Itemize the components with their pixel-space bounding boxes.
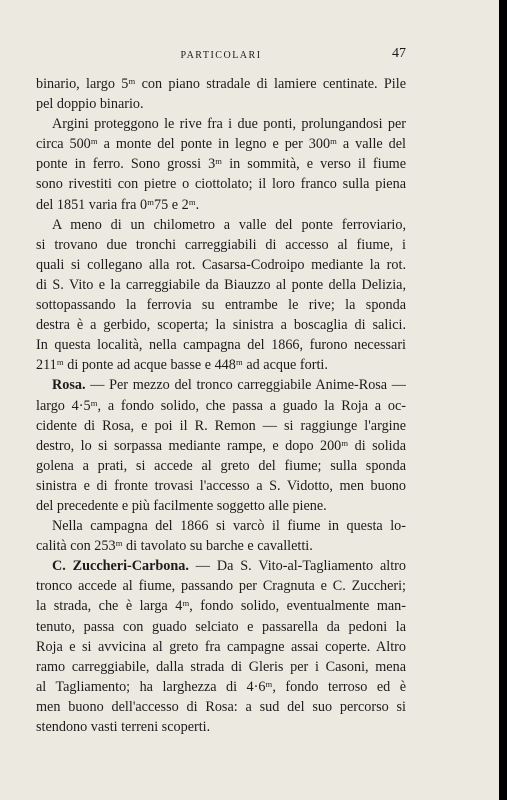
paragraph	[36, 556, 406, 737]
text-line: stendono vasti terreni scoperti.	[36, 719, 211, 735]
text-line: binario, largo 5ᵐ con piano stradale di lamiere centinate. Pile	[36, 76, 406, 92]
page-header	[36, 46, 406, 66]
text-fragment: — Da S. Vito-al-Tagliamento altro	[188, 558, 406, 575]
text-line: del 1851 varia fra 0ᵐ75 e 2ᵐ.	[36, 196, 200, 213]
paragraph	[36, 375, 406, 516]
text-line	[36, 556, 406, 576]
text-line: sinistra e di fronte trovasi l'accesso a S. Vidotto, men buono	[36, 477, 406, 494]
text-line: cidente di Rosa, e poi il R. Remon — si raggiunge l'argine	[36, 417, 406, 434]
text-line: pel doppio binario.	[36, 96, 144, 113]
text-line: si trovano due tronchi carreggiabili di accesso al fiume, i	[36, 236, 406, 253]
section-heading: Rosa.	[52, 377, 86, 394]
paragraph	[36, 516, 406, 556]
text-line: di S. Vito e la carreggiabile da Biauzzo al ponte della Delizia,	[36, 276, 406, 293]
text-line: sono rivestiti con pietre o ciottolato; il loro franco sulla piena	[36, 176, 406, 193]
text-line: ramo carreggiabile, dalla strada di Gleris per i Casoni, mena	[36, 658, 406, 675]
paragraph	[36, 215, 406, 376]
text-line: ponte in ferro. Sono grossi 3ᵐ in sommità, e verso il fiume	[36, 156, 406, 173]
text-line: largo 4·5ᵐ, a fondo solido, che passa a guado la Roja a oc-	[36, 397, 406, 414]
section-heading: C. Zuccheri-Carbona.	[52, 558, 189, 575]
text-line	[36, 375, 406, 395]
text-line: golena a prati, si accede al greto del fiume; sulla sponda	[36, 457, 406, 474]
paragraph	[36, 114, 406, 214]
text-line: sottopassando la ferrovia su entrambe le rive; la sponda	[36, 297, 406, 314]
text-line: Nella campagna del 1866 si varcò il fiume in questa lo-	[52, 518, 406, 535]
text-line: destro, lo si sorpassa mediante rampe, e dopo 200ᵐ di solida	[36, 437, 406, 454]
text-line: A meno di un chilometro a valle del ponte ferroviario,	[52, 216, 406, 233]
text-line: men buono dell'accesso di Rosa: a sud del suo percorso si	[36, 698, 406, 715]
text-line: quali si collegano alla rot. Casarsa-Codroipo mediante la rot.	[36, 256, 406, 273]
text-line: del precedente e più facilmente soggetto alle piene.	[36, 497, 327, 514]
text-line: destra è a gerbido, scoperta; la sinistra a boscaglia di salici.	[36, 317, 406, 334]
page-number: 47	[392, 46, 406, 61]
running-title: PARTICOLARI	[180, 50, 262, 61]
paragraph	[36, 74, 406, 114]
text-line: circa 500ᵐ a monte del ponte in legno e per 300ᵐ a valle del	[36, 136, 406, 153]
page-edge-shadow	[499, 0, 503, 800]
text-line: tenuto, passa con guado selciato e passarella da pedoni la	[36, 618, 406, 635]
text-line: al Tagliamento; ha larghezza di 4·6ᵐ, fondo terroso ed è	[36, 678, 406, 695]
text-line: 211ᵐ di ponte ad acque basse e 448ᵐ ad acque forti.	[36, 357, 328, 374]
text-fragment: — Per mezzo del tronco carreggiabile Anime-Rosa —	[85, 377, 406, 394]
page-body	[36, 74, 406, 737]
text-line: tronco accede al fiume, passando per Cragnuta e C. Zuccheri;	[36, 578, 406, 595]
text-line: In questa località, nella campagna del 1866, furono necessari	[36, 337, 406, 354]
text-line: Roja e si avvicina al greto fra campagne assai coperte. Altro	[36, 638, 406, 655]
text-line: calità con 253ᵐ di tavolato su barche e cavalletti.	[36, 538, 313, 555]
text-line: la strada, che è larga 4ᵐ, fondo solido, eventualmente man-	[36, 598, 406, 615]
text-line: Argini proteggono le rive fra i due ponti, prolungandosi per	[52, 116, 406, 133]
